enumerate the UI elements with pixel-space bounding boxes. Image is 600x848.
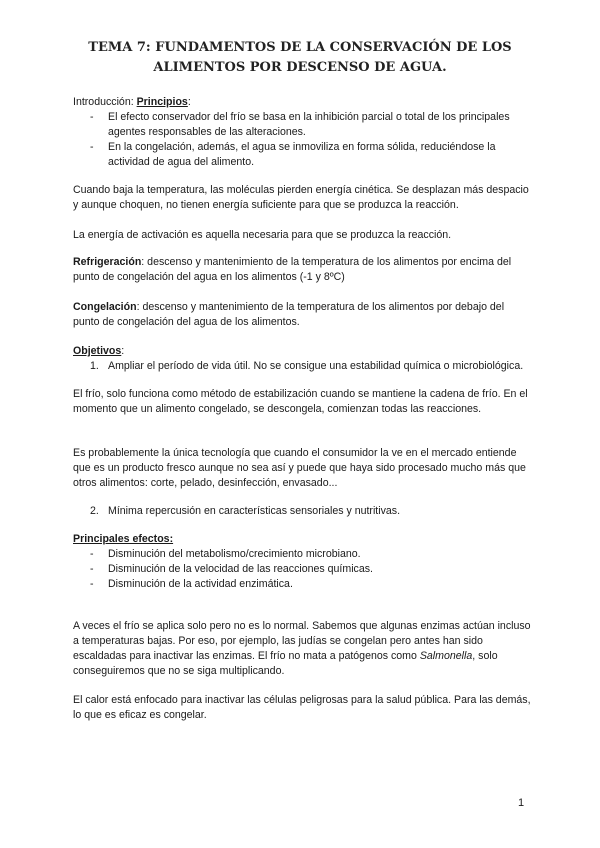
- congelacion-term: Congelación: [73, 301, 137, 313]
- efectos-heading: Principales efectos:: [73, 533, 174, 545]
- objetivos-colon: :: [121, 345, 125, 357]
- bullet-marker: -: [90, 563, 94, 575]
- efecto-2: Disminución de la velocidad de las reacciones químicas.: [108, 563, 373, 575]
- list-number-2: 2.: [90, 505, 99, 517]
- paragraph-consumer: Es probablemente la única tecnología que cuando el consumidor la ve en el mercado entiende que es un producto fresco aunque no sea así y puede que haya sido procesado mucho más que otros alimentos: corte, pelado, desinfección, envasado...: [73, 447, 526, 489]
- salmonella-term: Salmonella: [419, 650, 473, 662]
- paragraph-enzymes: [73, 619, 533, 679]
- objetivo-1: Ampliar el período de vida útil. No se consigue una estabilidad química o microbiológica.: [108, 360, 524, 372]
- principios-heading: Principios: [136, 96, 188, 108]
- bullet-marker: -: [90, 578, 94, 590]
- paragraph-temperature: Cuando baja la temperatura, las moléculas pierden energía cinética. Se desplazan más despacio y aunque choquen, no tienen energía suficiente para que se produzca la reacción.: [73, 184, 529, 211]
- title-line-2: ALIMENTOS POR DESCENSO DE AGUA.: [153, 60, 447, 75]
- refrigeracion-definition: [73, 255, 533, 285]
- intro-label: Introducción:: [73, 96, 137, 108]
- intro-heading: [73, 95, 533, 110]
- intro-bullet-1: El efecto conservador del frío se basa en la inhibición parcial o total de los principales agentes responsables de las alteraciones.: [108, 111, 510, 138]
- list-number-1: 1.: [90, 360, 99, 372]
- objetivos-title: Objetivos: [73, 345, 122, 357]
- efecto-3: Disminución de la actividad enzimática.: [108, 578, 293, 590]
- congelacion-definition: [73, 300, 533, 330]
- paragraph-cold-chain: El frío, solo funciona como método de estabilización cuando se mantiene la cadena de frío. En el momento que un alimento congelado, se descongela, comienzan todas las reacciones.: [73, 388, 528, 415]
- intro-bullet-2: En la congelación, además, el agua se inmoviliza en forma sólida, reduciéndose la actividad de agua del alimento.: [108, 141, 496, 168]
- enzymes-text-after: , solo conseguiremos que no se siga multiplicando.: [73, 650, 498, 677]
- title-line-1: TEMA 7: FUNDAMENTOS DE LA CONSERVACIÓN DE LOS: [88, 40, 512, 55]
- objetivo-2: Mínima repercusión en características sensoriales y nutritivas.: [108, 505, 401, 517]
- efecto-1: Disminución del metabolismo/crecimiento microbiano.: [108, 548, 361, 560]
- congelacion-text: : descenso y mantenimiento de la temperatura de los alimentos por debajo del punto de congelación del agua de los alimentos.: [73, 301, 505, 328]
- enzymes-text-before: A veces el frío se aplica solo pero no es lo normal. Sabemos que algunas enzimas actúan incluso a temperaturas bajas. Por eso, por ejemplo, las judías se congelan pero antes han sido escaldadas para inactivar las enzimas. El frío no mata a patógenos como: [73, 620, 531, 662]
- page-number: 1: [518, 797, 525, 809]
- intro-colon: :: [187, 96, 191, 108]
- bullet-marker: -: [90, 548, 94, 560]
- page-title: [0, 38, 600, 78]
- refrigeracion-term: Refrigeración: [73, 256, 142, 268]
- refrigeracion-text: : descenso y mantenimiento de la temperatura de los alimentos por encima del punto de congelación del agua en los alimentos (-1 y 8ºC): [73, 256, 512, 283]
- objetivos-heading: [73, 344, 533, 359]
- bullet-marker: -: [90, 111, 94, 123]
- paragraph-heat: El calor está enfocado para inactivar las células peligrosas para la salud pública. Para las demás, lo que es eficaz es congelar.: [73, 694, 531, 721]
- bullet-marker: -: [90, 141, 94, 153]
- paragraph-activation-energy: La energía de activación es aquella necesaria para que se produzca la reacción.: [73, 229, 452, 241]
